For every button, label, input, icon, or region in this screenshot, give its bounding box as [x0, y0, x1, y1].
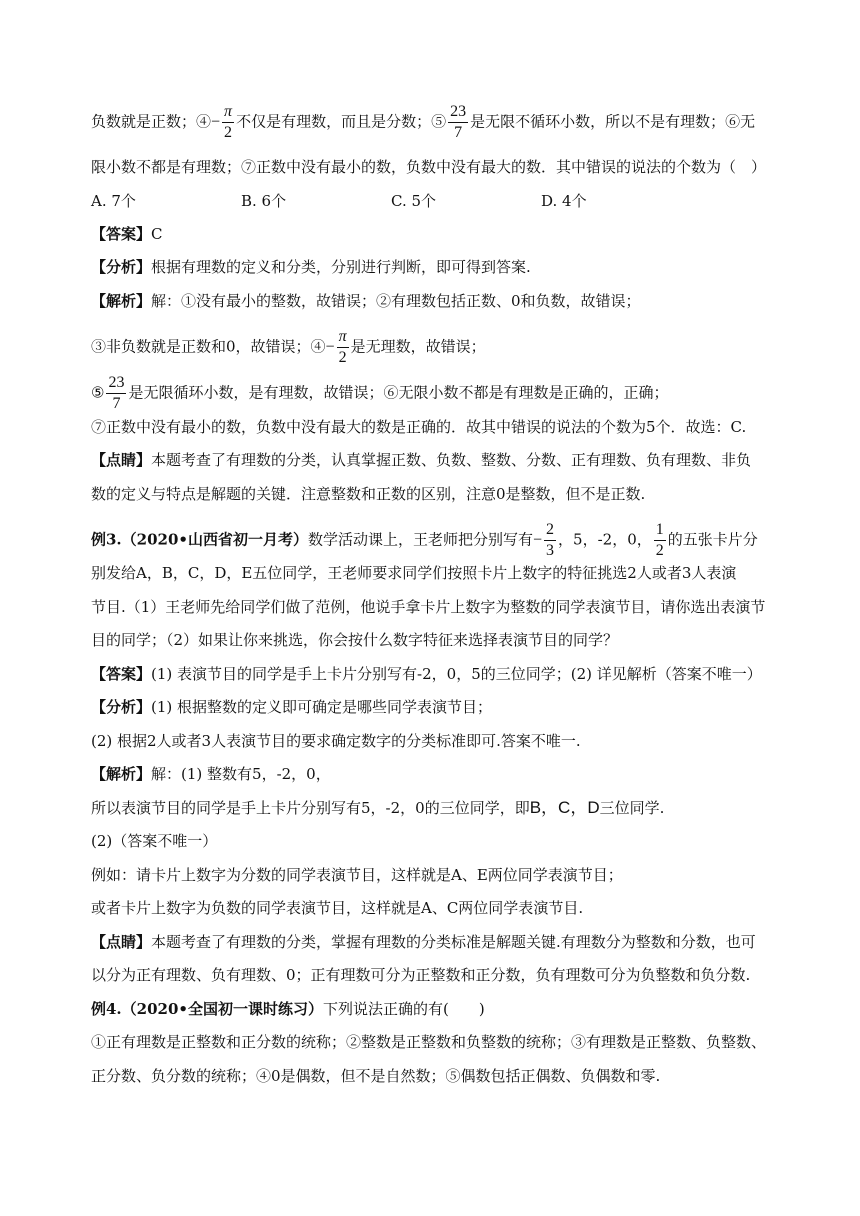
fraction-2-over-3: $\frac{2}{3}$ [546, 521, 555, 559]
fraction-23-over-7: $\frac{23}{7}$ [450, 103, 467, 141]
ex3-title: 例3.（2020•山西省初一月考） [91, 530, 308, 549]
ex3-solution-3: (2)（答案不唯一） [91, 832, 218, 850]
ex2-line-2: 限小数不都是有理数；⑦正数中没有最小的数，负数中没有最大的数．其中错误的说法的个数为（ ） [91, 158, 767, 176]
option-d: D. 4个 [541, 192, 587, 210]
ex3-point-1: 【点睛】本题考查了有理数的分类，掌握有理数的分类标准是解题关键.有理数分为整数和分数，也可 [91, 933, 756, 951]
ex3-analysis-2: (2) 根据2人或者3人表演节目的要求确定数字的分类标准即可.答案不唯一. [91, 732, 581, 750]
ex3-solution-4: 例如：请卡片上数字为分数的同学表演节目，这样就是A、E两位同学表演节目； [91, 866, 623, 884]
ex2-solution-2: ③非负数就是正数和0，故错误；④− $\frac{\pi}{2}$ 是无理数，故错误； [91, 328, 486, 366]
ex2-point-1: 【点睛】本题考查了有理数的分类，认真掌握正数、负数、整数、分数、正有理数、负有理数、非负 [91, 451, 752, 469]
ex4-line-2: 正分数、负分数的统称；④0是偶数，但不是自然数；⑤偶数包括正偶数、负偶数和零. [91, 1067, 661, 1085]
ex4-title-line: 例4.（2020•全国初一课时练习）下列说法正确的有( ) [91, 1000, 485, 1018]
fraction-pi-over-2: $\frac{\pi}{2}$ [224, 103, 233, 141]
ex2-analysis: 【分析】根据有理数的定义和分类，分别进行判断，即可得到答案. [91, 258, 531, 276]
option-b: B. 6个 [241, 192, 287, 210]
ex2-solution-4: ⑦正数中没有最小的数，负数中没有最大的数是正确的．故其中错误的说法的个数为5个．故选：C. [91, 418, 747, 436]
ex2-solution-1: 【解析】解：①没有最小的整数，故错误；②有理数包括正数、0和负数，故错误； [91, 292, 641, 310]
ex2-solution-3: ⑤ $\frac{23}{7}$ 是无限循环小数，是有理数，故错误；⑥无限小数不都是有理数是正确的，正确； [91, 374, 669, 412]
ex3-line-3: 节目.（1）王老师先给同学们做了范例，他说手拿卡片上数字为整数的同学表演节目，请你选出表演节 [91, 598, 766, 616]
option-c: C. 5个 [391, 192, 437, 210]
ex4-line-1: ①正有理数是正整数和正分数的统称；②整数是正整数和负整数的统称；③有理数是正整数、负整数、 [91, 1033, 767, 1051]
fraction-1-over-2: $\frac{1}{2}$ [655, 521, 664, 559]
ex2-answer: 【答案】C [91, 225, 163, 243]
option-a: A. 7个 [91, 192, 136, 210]
ex3-point-2: 以分为正有理数、负有理数、0；正有理数可分为正整数和正分数，负有理数可分为负整数和负分数. [91, 966, 751, 984]
ex4-title: 例4.（2020•全国初一课时练习） [91, 1000, 323, 1018]
ex2-line-1: 负数就是正数；④− $\frac{\pi}{2}$ 不仅是有理数，而且是分数；⑤ $\frac{23}{7}$ 是无限不循环小数，所以不是有理数；⑥无 [91, 103, 756, 141]
fraction-23-over-7: $\frac{23}{7}$ [108, 374, 125, 412]
ex3-analysis-1: 【分析】(1) 根据整数的定义即可确定是哪些同学表演节目； [91, 698, 493, 716]
ex2-point-2: 数的定义与特点是解题的关键．注意整数和正数的区别，注意0是整数，但不是正数. [91, 485, 646, 503]
ex3-solution-5: 或者卡片上数字为负数的同学表演节目，这样就是A、C两位同学表演节目. [91, 899, 584, 917]
fraction-pi-over-2: $\frac{\pi}{2}$ [338, 328, 347, 366]
ex3-answer: 【答案】(1) 表演节目的同学是手上卡片分别写有-2，0，5的三位同学；(2) 详见解析（答案不唯一） [91, 665, 762, 683]
ex3-line-1: 例3.（2020•山西省初一月考）数学活动课上，王老师把分别写有− $\frac{2}{3}$ ，5，-2，0， $\frac{1}{2}$ 的五张卡片分 [91, 521, 758, 559]
ex3-solution-1: 【解析】解：(1) 整数有5，-2，0， [91, 765, 331, 783]
ex3-line-4: 目的同学；（2）如果让你来挑选，你会按什么数字特征来选择表演节目的同学？ [91, 631, 619, 649]
ex3-line-2: 别发给A，B，C，D，E五位同学，王老师要求同学们按照卡片上数字的特征挑选2人或者3人表演 [91, 564, 737, 582]
ex3-solution-2: 所以表演节目的同学是手上卡片分别写有5，-2，0的三位同学，即B，C，D三位同学. [91, 798, 665, 817]
